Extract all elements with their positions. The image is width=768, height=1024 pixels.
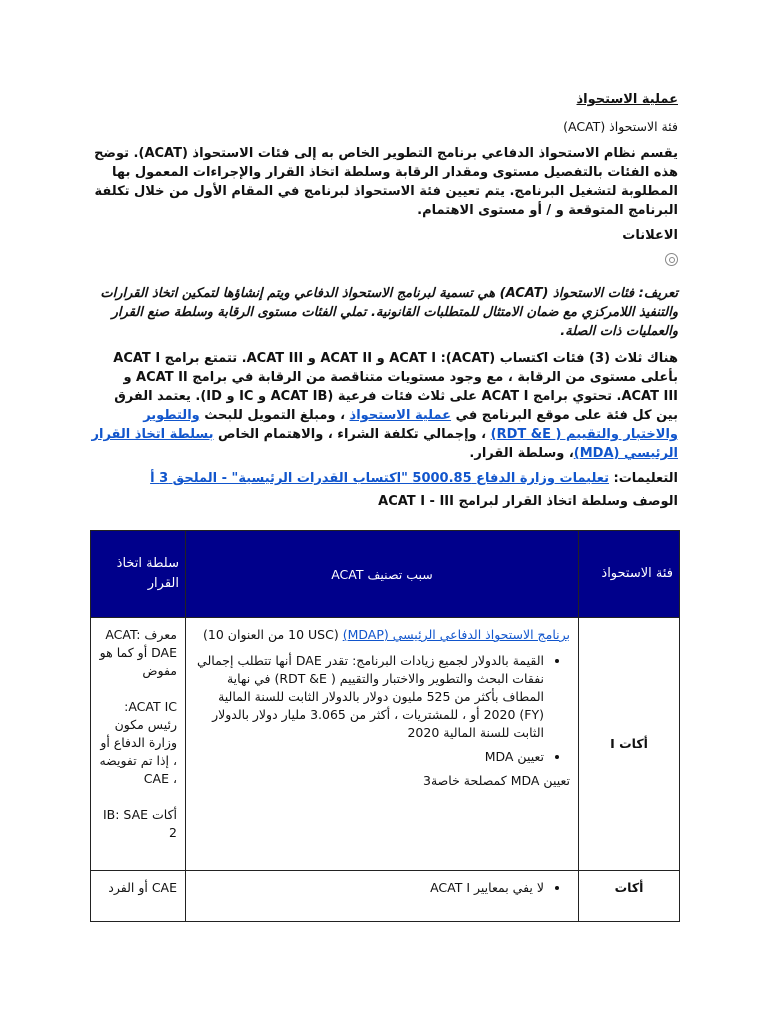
row1-category: أكات I — [579, 618, 680, 871]
acat-table — [90, 530, 680, 922]
categories-text-2: ، ومبلغ التمويل للبحث — [199, 408, 350, 423]
intro-paragraph: يقسم نظام الاستحواذ الدفاعي برنامج التطوير الخاص به إلى فئات الاستحواذ (ACAT). توضح هذه الفئات بالتفصيل مستوى ومقدار الرقابة وسلطة اتخاذ القرار والإجراءات المعمول بها المطلوبة لتشغيل البرنامج. يتم تعيين فئة الاستحواذ لبرنامج في المقام الأول من خلال تكلفة البرنامج المتوقعة و / أو مستوى الاهتمام. — [94, 146, 678, 218]
mdap-link[interactable]: برنامج الاستحواذ الدفاعي الرئيسي (MDAP) — [342, 627, 570, 642]
row1-reason-rest: (10 USC من العنوان 10) — [203, 627, 343, 642]
list-item: • تعيين MDA — [194, 748, 544, 766]
ads-heading: الاعلانات — [622, 228, 678, 243]
row2-reason — [186, 871, 579, 922]
definition-paragraph: تعريف: فئات الاستحواذ (ACAT) هي تسمية لبرنامج الاستحواذ الدفاعي ويتم إنشاؤها لتمكين اتخاذ القرارات والتنفيذ اللامركزي مع ضمان الامتثال للمتطلبات القانونية. تملي الفئات مستوى الرقابة وسلطة صنع القرار والعمليات ذات الصلة. — [100, 286, 678, 339]
table-row — [91, 618, 680, 871]
categories-text-4: ، وسلطة القرار. — [469, 446, 574, 461]
ad-placeholder-icon — [665, 253, 678, 266]
acquisition-process-link[interactable]: عملية الاستحواذ — [349, 408, 452, 423]
rdte-link[interactable]: والتطوير والاختبار والتقييم ( RDT &E) — [143, 408, 678, 442]
row2-authority: CAE أو الفرد — [91, 871, 186, 922]
row1-reason-heading — [194, 626, 570, 644]
row1-note: تعيين MDA كمصلحة خاصة3 — [423, 773, 570, 788]
instructions-label: التعليمات: — [609, 471, 678, 486]
row2-category: أكات — [579, 871, 680, 922]
section-subtitle: فئة الاستحواذ (ACAT) — [563, 119, 678, 134]
categories-text-1: هناك ثلاث (3) فئات اكتساب (ACAT): ACAT I و ACAT II و ACAT III. تتمتع برامج ACAT I بأعلى مستوى من الرقابة ، مع وجود مستويات متناقصة من الرقابة في برامج ACAT II و ACAT III. تحتوي برامج ACAT I على ثلاث فئات فرعية (ACAT IB و IC و ID). يعتمد الفرق بين كل فئة على موقع البرنامج في — [113, 351, 678, 423]
page-title: عملية الاستحواذ — [576, 92, 678, 107]
table-caption: الوصف وسلطة اتخاذ القرار لبرامج ACAT I - III — [378, 494, 678, 509]
row1-reason — [186, 618, 579, 871]
dod-instruction-link[interactable]: تعليمات وزارة الدفاع 5000.85 "اكتساب القدرات الرئيسية" - الملحق 3 أ — [150, 471, 610, 486]
row1-criteria-list — [194, 652, 570, 766]
instructions-line — [88, 471, 678, 486]
document-body — [88, 92, 678, 525]
row2-criteria-list — [194, 879, 570, 897]
table-row — [91, 871, 680, 922]
list-item: • القيمة بالدولار لجميع زيادات البرنامج: تقدر DAE أنها تتطلب إجمالي نفقات البحث والتطوير والاختبار والتقييم ( RDT &E) في نهاية المطاف بأكثر من 525 مليون دولار بالدولار الثابت للسنة المالية (FY) 2020 أو ، للمشتريات ، أكثر من 3.065 مليار دولار بالدولار الثابت للسنة المالية 2020 — [194, 652, 544, 742]
mda-link[interactable]: بسلطة اتخاذ القرار الرئيسي (MDA) — [91, 427, 678, 461]
categories-text-3: ، وإجمالي تكلفة الشراء ، والاهتمام الخاص — [213, 427, 491, 442]
header-reason: سبب تصنيف ACAT — [186, 531, 579, 618]
header-authority: سلطة اتخاذ القرار — [91, 531, 186, 618]
table-header-row — [91, 531, 680, 618]
categories-paragraph — [88, 349, 678, 463]
list-item: • لا يفي بمعايير ACAT I — [194, 879, 544, 897]
row1-authority: معرف ACAT: DAE أو كما هو مفوض ACAT IC: رئيس مكون وزارة الدفاع أو ، إذا تم تفويضه ، CAE أكات IB: SAE 2 — [91, 618, 186, 871]
header-category: فئة الاستحواذ — [579, 531, 680, 618]
